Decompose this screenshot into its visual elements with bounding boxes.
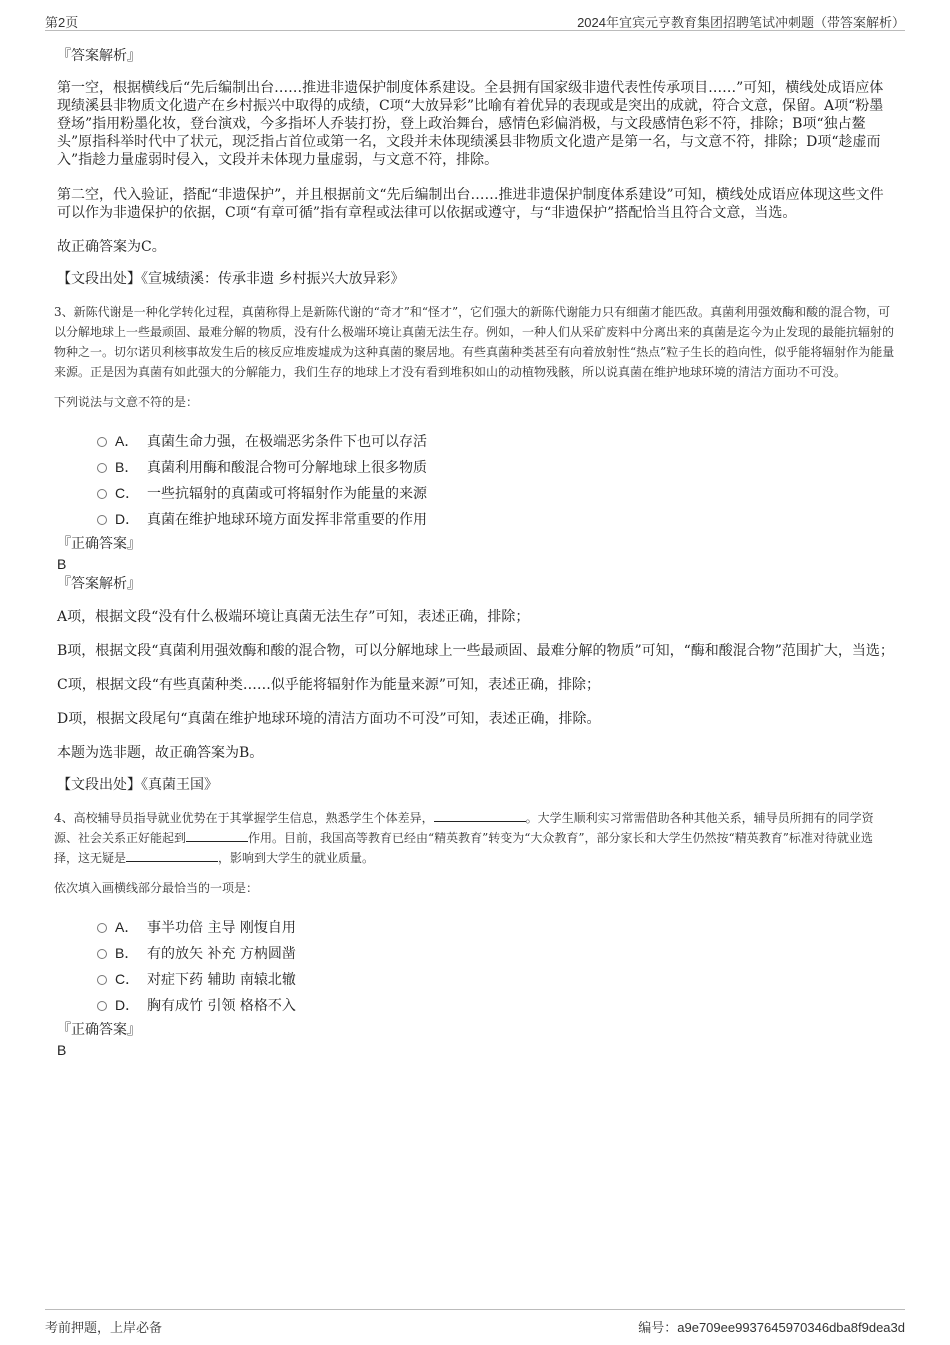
q4-option-b[interactable]: B． 有的放矢 补充 方枘圆凿 — [57, 940, 895, 966]
q3-passage: 3、新陈代谢是一种化学转化过程，真菌称得上是新陈代谢的“奇才”和“怪才”，它们强大的新陈代谢能力只有细菌才能匹敌。真菌利用强效酶和酸的混合物，可以分解地球上一些最顽固、最难分解的物质，没有什么极端环境让真菌无法生存。例如，一种人们从采矿废料中分离出来的真菌是迄今为止发现的最能抗辐射的物种之一。切尔诺贝利核事故发生后的核反应堆废墟成为这种真菌的聚居地。有些真菌种类甚至有向着放射性“热点”粒子生长的趋向性，似乎能将辐射作为能量来源。正是因为真菌有如此强大的分解能力，我们生存的地球上才没有看到堆积如山的动植物残骸，所以说真菌在维护地球环境的清洁方面功不可没。 — [54, 305, 895, 379]
q3-analysis-c: C项，根据文段“有些真菌种类……似乎能将辐射作为能量来源”可知，表述正确，排除； — [57, 677, 601, 693]
footer-slogan: 考前押题，上岸必备 — [45, 1320, 163, 1335]
q3-option-b[interactable]: B． 真菌利用酶和酸混合物可分解地球上很多物质 — [57, 454, 895, 480]
radio-icon[interactable] — [97, 437, 107, 447]
q4-options — [57, 914, 895, 1018]
q4-prompt: 依次填入画横线部分最恰当的一项是： — [54, 881, 259, 895]
q3-analysis-d: D项，根据文段尾句“真菌在维护地球环境的清洁方面功不可没”可知，表述正确，排除。 — [57, 711, 601, 727]
q3-analysis-b: B项，根据文段“真菌利用强效酶和酸的混合物，可以分解地球上一些最顽固、最难分解的物质”可知，“酶和酸混合物”范围扩大，当选； — [57, 643, 894, 659]
q3-option-c[interactable]: C． 一些抗辐射的真菌或可将辐射作为能量的来源 — [57, 480, 895, 506]
page-number: 第2页 — [45, 15, 79, 30]
q3-source: 【文段出处】《真菌王国》 — [57, 777, 218, 793]
q4-option-a[interactable]: A． 事半功倍 主导 刚愎自用 — [57, 914, 895, 940]
q2-source: 【文段出处】《宣城绩溪：传承非遗 乡村振兴大放异彩》 — [57, 271, 405, 287]
radio-icon[interactable] — [97, 923, 107, 933]
page-footer — [45, 1309, 905, 1345]
serial-number: 编号：a9e709ee9937645970346dba8f9dea3d — [638, 1320, 905, 1335]
fill-blank-1 — [434, 809, 526, 822]
page-content — [54, 46, 895, 1060]
radio-icon[interactable] — [97, 949, 107, 959]
q2-analysis-tag: 『答案解析』 — [57, 48, 141, 64]
q4-answer: B — [57, 1042, 67, 1058]
fill-blank-3 — [126, 849, 218, 862]
q2-conclusion: 故正确答案为C。 — [57, 239, 166, 255]
q3-analysis-a: A项，根据文段“没有什么极端环境让真菌无法生存”可知，表述正确，排除； — [57, 609, 530, 625]
radio-icon[interactable] — [97, 975, 107, 985]
fill-blank-2 — [186, 829, 248, 842]
q4-answer-tag: 『正确答案』 — [57, 1022, 141, 1038]
q3-option-a[interactable]: A． 真菌生命力强，在极端恶劣条件下也可以存活 — [57, 428, 895, 454]
q3-answer-tag: 『正确答案』 — [57, 536, 141, 552]
q2-analysis-para-2: 第二空，代入验证，搭配“非遗保护”，并且根据前文“先后编制出台……推进非遗保护制度体系建设”可知，横线处成语应体现这些文件可以作为非遗保护的依据，C项“有章可循”指有章程或法律可以依据或遵守，与“非遗保护”搭配恰当且符合文意，当选。 — [57, 187, 884, 221]
radio-icon[interactable] — [97, 463, 107, 473]
q4-option-c[interactable]: C． 对症下药 辅助 南辕北辙 — [57, 966, 895, 992]
q4-passage: 4、高校辅导员指导就业优势在于其掌握学生信息，熟悉学生个体差异， 。大学生顺利实习常需借助各种其他关系，辅导员所拥有的同学资源、社会关系正好能起到 作用。目前，我国高等教育已经由“精英教育”转变为“大众教育”，部分家长和大学生仍然按“精英教育”标准对待就业选择，这无疑是 ，影响到大学生的就业质量。 — [54, 811, 874, 865]
q3-prompt: 下列说法与文意不符的是： — [54, 395, 199, 409]
radio-icon[interactable] — [97, 1001, 107, 1011]
q3-conclusion: 本题为选非题，故正确答案为B。 — [57, 745, 264, 761]
q3-option-d[interactable]: D． 真菌在维护地球环境方面发挥非常重要的作用 — [57, 506, 895, 532]
page-header — [45, 0, 905, 31]
q3-options — [57, 428, 895, 532]
radio-icon[interactable] — [97, 515, 107, 525]
document-title: 2024年宜宾元亨教育集团招聘笔试冲刺题（带答案解析） — [577, 15, 905, 30]
q3-analysis-tag: 『答案解析』 — [57, 576, 141, 592]
radio-icon[interactable] — [97, 489, 107, 499]
q2-analysis-para-1: 第一空，根据横线后“先后编制出台……推进非遗保护制度体系建设。全县拥有国家级非遗代表性传承项目……”可知，横线处成语应体现绩溪县非物质文化遗产在乡村振兴中取得的成绩，C项“大放异彩”比喻有着优异的表现或是突出的成就，符合文意，保留。A项“粉墨登场”指用粉墨化妆，登台演戏，今多指坏人乔装打扮，登上政治舞台，感情色彩偏消极，与文段感情色彩不符，排除；B项“独占鳌头”原指科举时代中了状元，现泛指占首位或第一名，文段并未体现绩溪县非物质文化遗产是第一名，与文意不符，排除；D项“趁虚而入”指趁力量虚弱时侵入，文段并未体现力量虚弱，与文意不符，排除。 — [57, 80, 884, 168]
q4-option-d[interactable]: D． 胸有成竹 引领 格格不入 — [57, 992, 895, 1018]
q3-answer: B — [57, 556, 67, 572]
